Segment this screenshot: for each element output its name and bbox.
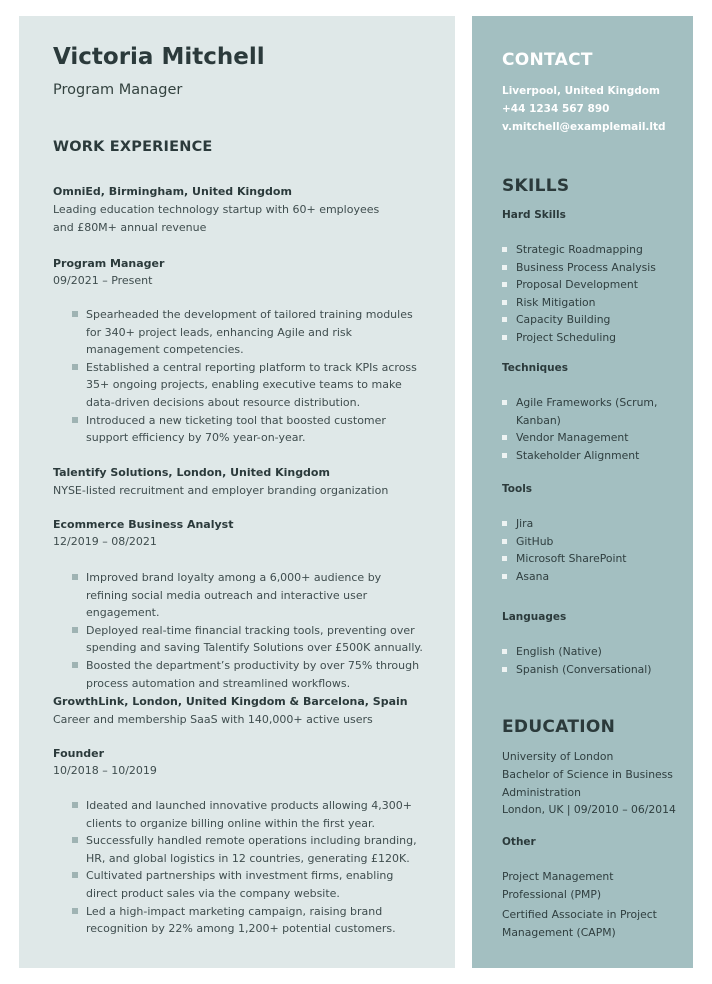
skill-item: Strategic Roadmapping xyxy=(502,241,680,259)
job-bullet: Cultivated partnerships with investment firms, enabling direct product sales via the company website. xyxy=(53,867,425,902)
job-role: Program Manager xyxy=(53,257,165,270)
languages-label: Languages xyxy=(502,611,567,623)
job-bullet: Boosted the department’s productivity by over 75% through process automation and streamlined workflows. xyxy=(53,657,425,692)
skill-item: Microsoft SharePoint xyxy=(502,550,680,568)
job-bullet: Introduced a new ticketing tool that boosted customer support efficiency by 70% year-on-year. xyxy=(53,412,425,447)
job-dates: 12/2019 – 08/2021 xyxy=(53,535,157,548)
other-label: Other xyxy=(502,836,536,848)
job-dates: 09/2021 – Present xyxy=(53,274,153,287)
job-company: GrowthLink, London, United Kingdom & Barcelona, Spain xyxy=(53,695,408,708)
job-dates: 10/2018 – 10/2019 xyxy=(53,764,157,777)
job-bullets xyxy=(53,569,425,692)
job-bullets xyxy=(53,797,425,938)
contact-phone[interactable]: +44 1234 567 890 xyxy=(502,103,610,115)
education-heading: EDUCATION xyxy=(502,717,616,737)
education-place-dates: London, UK | 09/2010 – 06/2014 xyxy=(502,803,676,816)
job-company-description: Leading education technology startup with 60+ employees and £80M+ annual revenue xyxy=(53,203,380,234)
tools-list xyxy=(502,515,680,585)
techniques-list xyxy=(502,394,667,464)
job-bullet: Spearheaded the development of tailored training modules for 340+ project leads, enhancing Agile and risk management competencies. xyxy=(53,306,425,359)
skill-item: Spanish (Conversational) xyxy=(502,661,680,679)
skills-heading: SKILLS xyxy=(502,176,570,196)
skill-item: Jira xyxy=(502,515,680,533)
skill-item: Stakeholder Alignment xyxy=(502,447,667,465)
skill-item: Capacity Building xyxy=(502,311,680,329)
skill-item: Risk Mitigation xyxy=(502,294,680,312)
education-degree: Bachelor of Science in Business Administration xyxy=(502,768,673,799)
certification-item: Certified Associate in Project Management (CAPM) xyxy=(502,908,657,939)
hard-skills-list xyxy=(502,241,680,347)
education-school: University of London xyxy=(502,750,614,763)
job-company: Talentify Solutions, London, United Kingdom xyxy=(53,466,330,479)
job-bullet: Successfully handled remote operations including branding, HR, and global logistics in 12 countries, generating £120K. xyxy=(53,832,425,867)
job-bullet: Ideated and launched innovative products allowing 4,300+ clients to organize billing online within the first year. xyxy=(53,797,425,832)
job-bullet: Established a central reporting platform to track KPIs across 35+ ongoing projects, enabling executive teams to make data-driven decisions about resource distribution. xyxy=(53,359,425,412)
sidebar-column xyxy=(472,16,693,968)
skill-item: Asana xyxy=(502,568,680,586)
main-column xyxy=(19,16,455,968)
job-bullet: Led a high-impact marketing campaign, raising brand recognition by 22% among 1,200+ potential customers. xyxy=(53,903,425,938)
job-role: Founder xyxy=(53,747,105,760)
languages-list xyxy=(502,643,680,678)
skill-item: Proposal Development xyxy=(502,276,680,294)
job-company-description: NYSE-listed recruitment and employer branding organization xyxy=(53,484,389,497)
tools-label: Tools xyxy=(502,483,533,495)
candidate-name: Victoria Mitchell xyxy=(53,44,265,70)
job-bullet: Improved brand loyalty among a 6,000+ audience by refining social media outreach and interactive user engagement. xyxy=(53,569,425,622)
job-role: Ecommerce Business Analyst xyxy=(53,518,234,531)
job-bullets xyxy=(53,306,425,447)
techniques-label: Techniques xyxy=(502,362,569,374)
skill-item: English (Native) xyxy=(502,643,680,661)
skill-item: Agile Frameworks (Scrum, Kanban) xyxy=(502,394,667,429)
skill-item: Vendor Management xyxy=(502,429,667,447)
job-company-description: Career and membership SaaS with 140,000+ active users xyxy=(53,713,373,726)
hard-skills-label: Hard Skills xyxy=(502,209,566,221)
certification-item: Project Management Professional (PMP) xyxy=(502,870,614,901)
contact-email[interactable]: v.mitchell@examplemail.ltd xyxy=(502,121,666,133)
skill-item: Project Scheduling xyxy=(502,329,680,347)
work-experience-heading: WORK EXPERIENCE xyxy=(53,139,213,155)
skill-item: Business Process Analysis xyxy=(502,259,680,277)
job-bullet: Deployed real-time financial tracking tools, preventing over spending and saving Talentify Solutions over £500K annually. xyxy=(53,622,425,657)
contact-heading: CONTACT xyxy=(502,50,593,70)
job-title: Program Manager xyxy=(53,82,183,98)
job-company: OmniEd, Birmingham, United Kingdom xyxy=(53,185,292,198)
contact-location: Liverpool, United Kingdom xyxy=(502,85,660,97)
skill-item: GitHub xyxy=(502,533,680,551)
